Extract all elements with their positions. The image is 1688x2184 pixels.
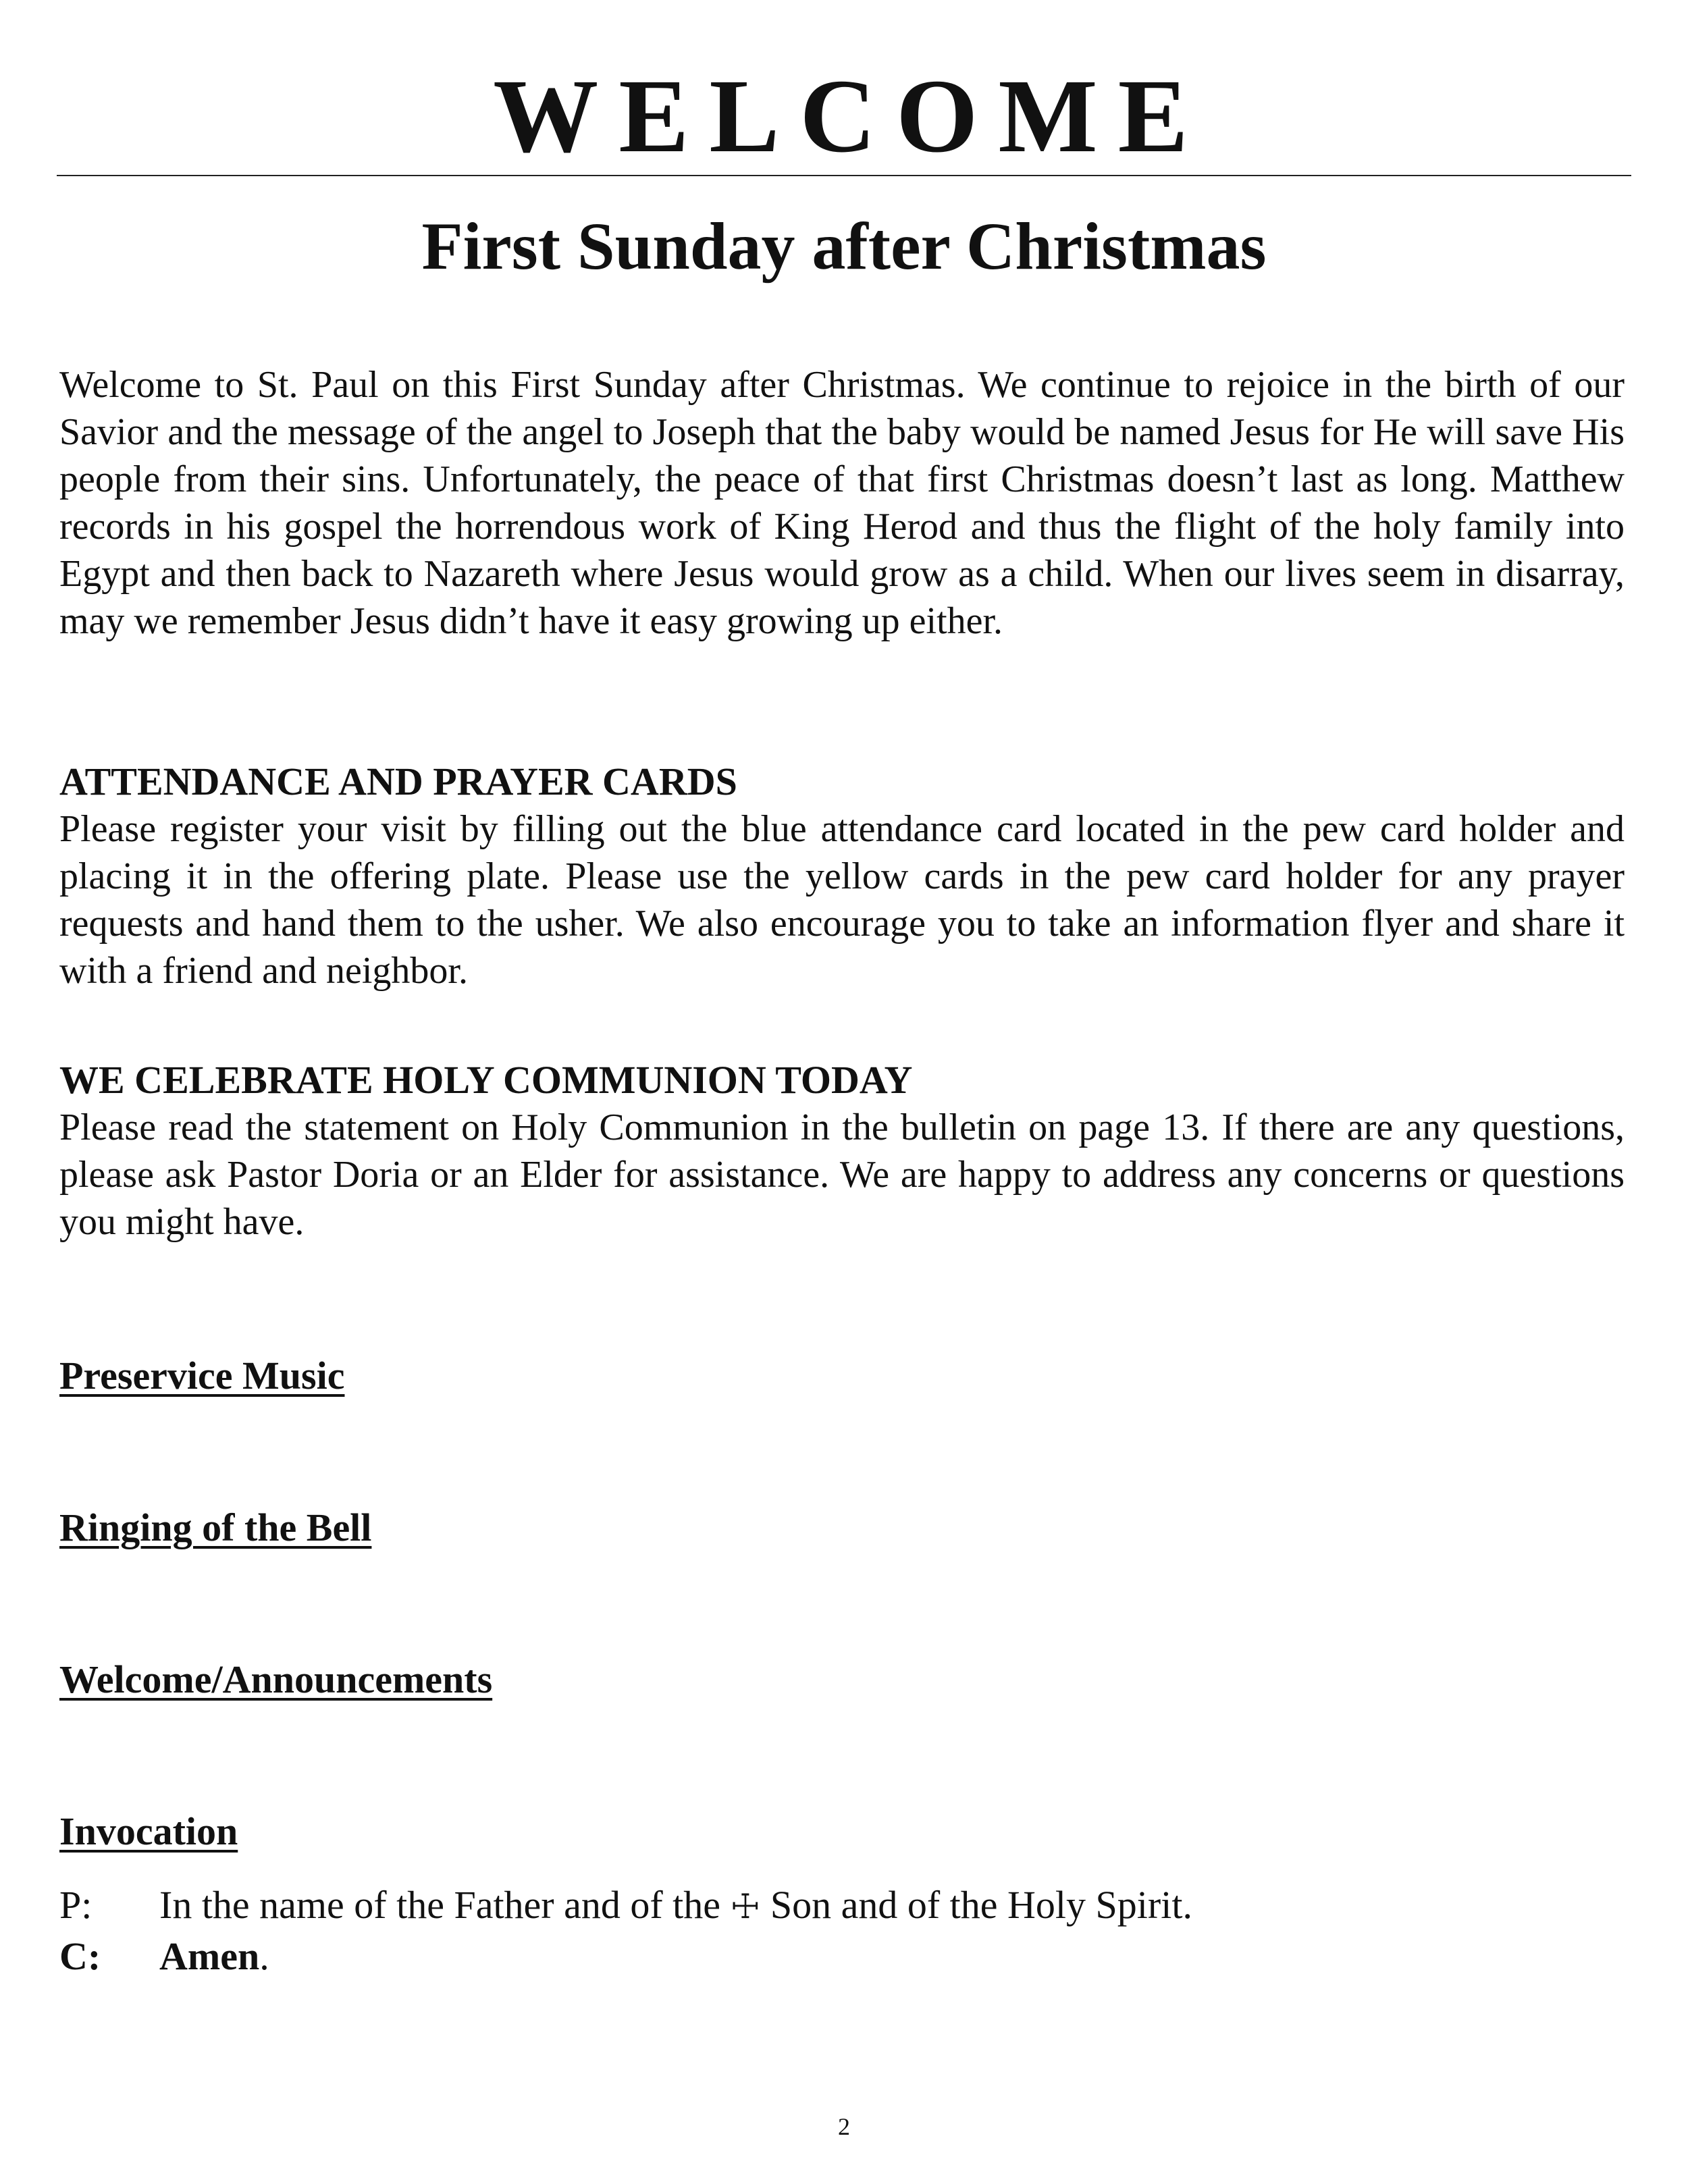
invocation-heading: Invocation [59, 1809, 238, 1853]
attendance-heading: ATTENDANCE AND PRAYER CARDS [59, 760, 737, 803]
congregation-line [59, 1931, 1625, 1982]
ringing-bell-heading: Ringing of the Bell [59, 1506, 372, 1549]
communion-paragraph: Please read the statement on Holy Communion in the bulletin on page 13. If there are any questions, please ask Pastor Doria or an Elder for assistance. We are happy to address any concerns or questions you might have. [59, 1107, 1625, 1243]
welcome-title: WELCOME [493, 57, 1209, 174]
page-number: 2 [838, 2113, 850, 2140]
congregation-response: Amen [159, 1934, 260, 1978]
pastor-text-before: In the name of the Father and of the [159, 1883, 721, 1927]
congregation-punctuation: . [259, 1934, 269, 1978]
pastor-line [59, 1880, 1625, 1932]
service-subtitle: First Sunday after Christmas [421, 209, 1267, 284]
cross-icon: ☩ [730, 1887, 761, 1926]
intro-paragraph: Welcome to St. Paul on this First Sunday after Christmas. We continue to rejoice in the birth of our Savior and the message of the angel to Joseph that the baby would be named Jesus for He will save His people from their sins. Unfortunately, the peace of that first Christmas doesn’t last as long. Matthew records in his gospel the horrendous work of King Herod and thus the flight of the holy family into Egypt and then back to Nazareth where Jesus would grow as a child. When our lives seem in disarray, may we remember Jesus didn’t have it easy growing up either. [59, 364, 1625, 642]
congregation-label: C: [59, 1934, 101, 1978]
attendance-paragraph: Please register your visit by filling out the blue attendance card located in the pew card holder and placing it in the offering plate. Please use the yellow cards in the pew card holder for any prayer requests and hand them to the usher. We also encourage you to take an information flyer and share it with a friend and neighbor. [59, 808, 1625, 992]
pastor-text-after: Son and of the Holy Spirit. [770, 1883, 1192, 1927]
title-divider [57, 175, 1631, 176]
pastor-label: P: [59, 1883, 93, 1927]
preservice-music-heading: Preservice Music [59, 1354, 345, 1397]
announcements-heading: Welcome/Announcements [59, 1657, 493, 1701]
communion-heading: WE CELEBRATE HOLY COMMUNION TODAY [59, 1058, 913, 1102]
